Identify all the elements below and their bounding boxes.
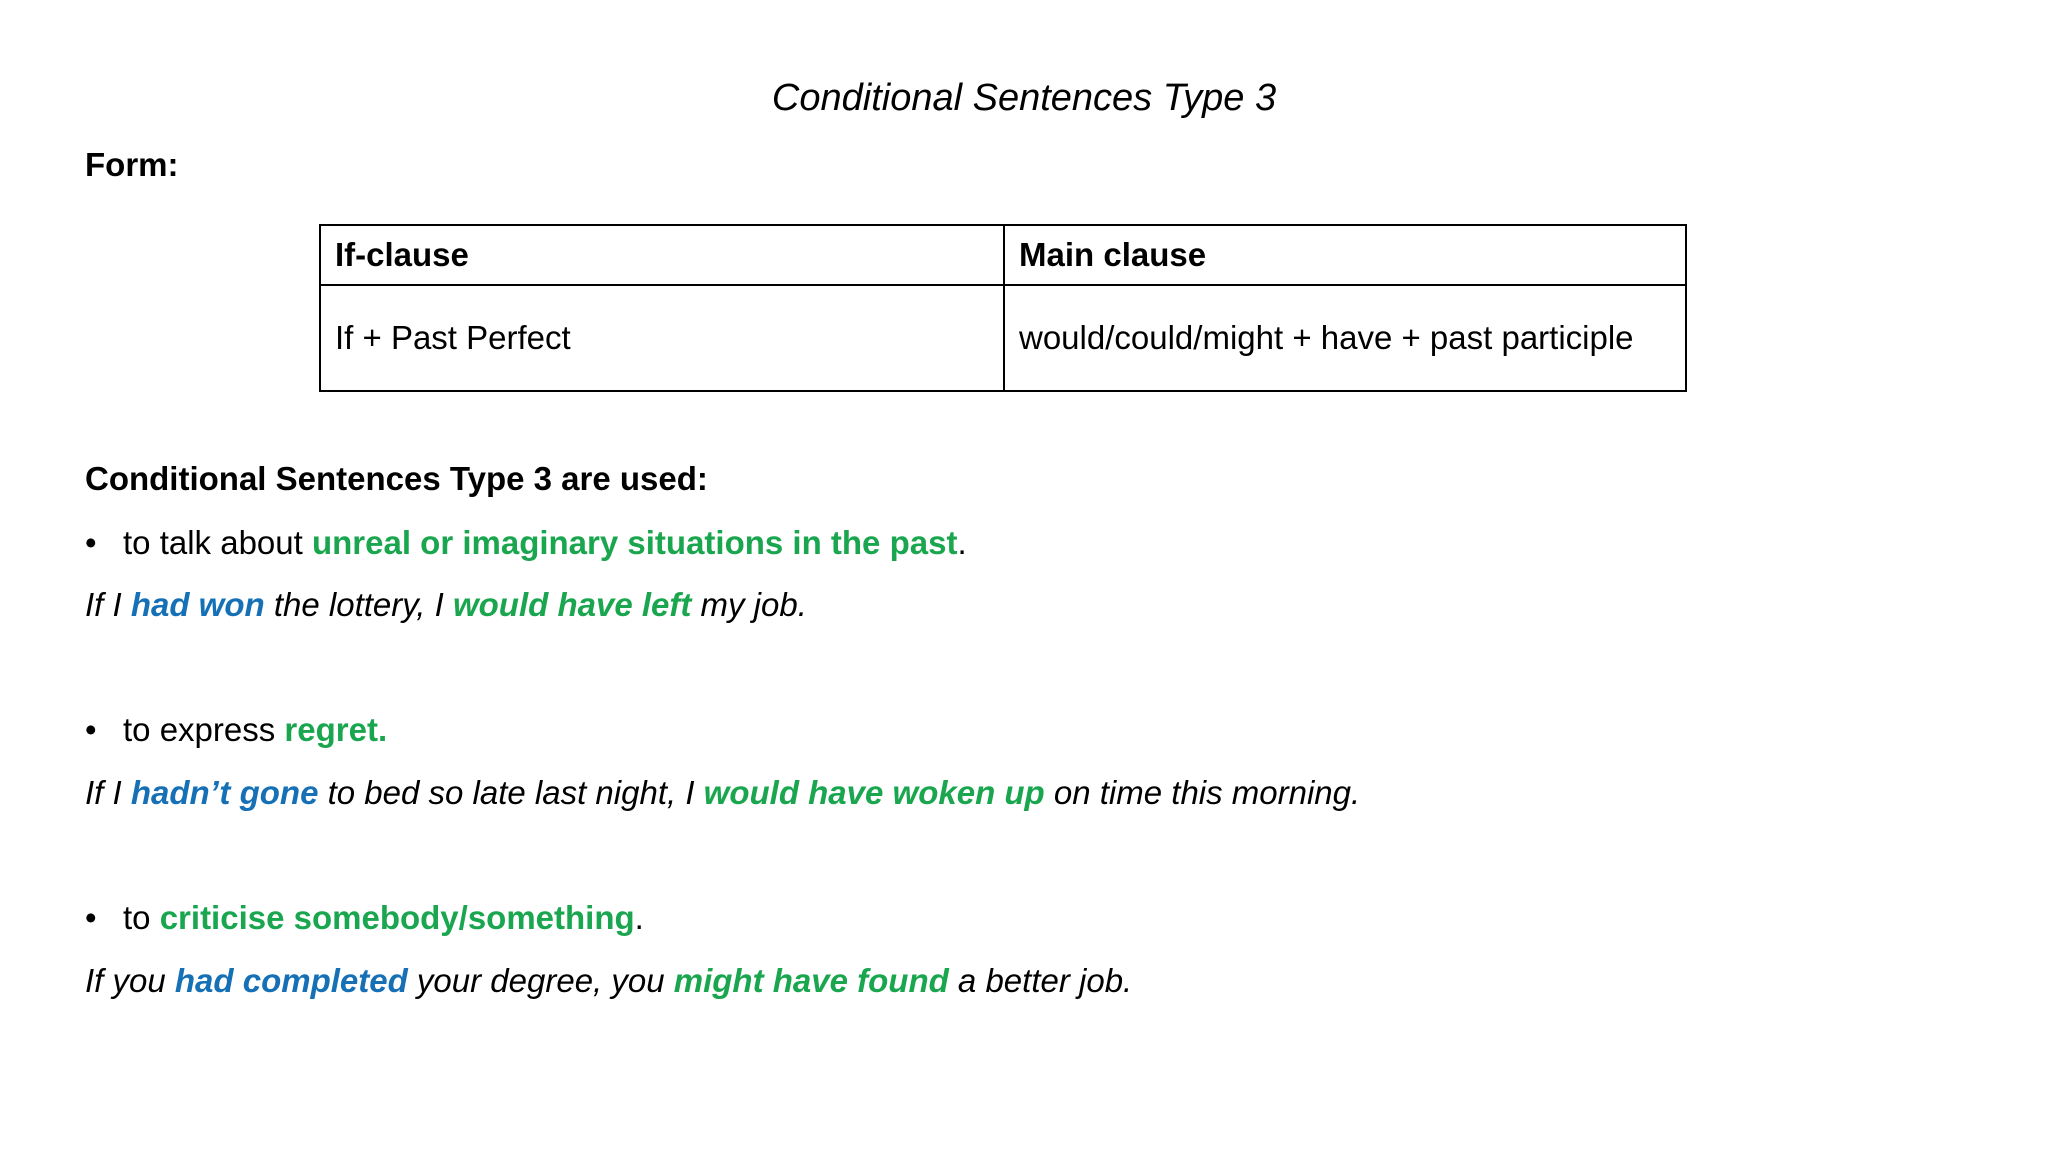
table-header-row <box>320 225 1686 285</box>
bullet-text: to <box>123 899 160 936</box>
example-if-verb: hadn’t gone <box>130 774 319 811</box>
use-bullet-regret <box>85 706 387 754</box>
example-text: my job. <box>691 586 807 623</box>
bullet-suffix: . <box>957 524 967 561</box>
form-table <box>319 224 1687 392</box>
bullet-text: to talk about <box>123 524 312 561</box>
slide-title: Conditional Sentences Type 3 <box>771 77 1277 119</box>
example-main-verb: would have woken up <box>703 774 1045 811</box>
table-header-if-clause: If-clause <box>320 225 1004 285</box>
example-text: If I <box>85 586 131 623</box>
example-text: If you <box>85 962 175 999</box>
uses-heading: Conditional Sentences Type 3 are used: <box>85 460 708 497</box>
example-text: If I <box>85 774 131 811</box>
bullet-icon: • <box>85 899 97 936</box>
bullet-highlight: unreal or imaginary situations in the past <box>311 524 958 561</box>
example-sentence-lottery <box>85 581 807 629</box>
example-text: your degree, you <box>407 962 674 999</box>
example-main-verb: might have found <box>673 962 949 999</box>
bullet-icon: • <box>85 524 97 561</box>
bullet-suffix: . <box>634 899 644 936</box>
table-header-main-clause: Main clause <box>1004 225 1686 285</box>
example-text: on time this morning. <box>1044 774 1361 811</box>
bullet-text: to express <box>123 711 285 748</box>
use-bullet-unreal-past <box>85 519 967 567</box>
example-if-verb: had completed <box>174 962 408 999</box>
use-bullet-criticise <box>85 894 644 942</box>
form-label: Form: <box>85 146 179 183</box>
bullet-icon: • <box>85 711 97 748</box>
example-text: the lottery, I <box>264 586 453 623</box>
table-cell-if-clause: If + Past Perfect <box>320 285 1004 391</box>
example-text: to bed so late last night, I <box>318 774 704 811</box>
bullet-highlight: criticise somebody/something <box>159 899 635 936</box>
table-row <box>320 285 1686 391</box>
example-sentence-bed <box>85 769 1360 817</box>
bullet-highlight: regret. <box>284 711 388 748</box>
example-sentence-degree <box>85 957 1132 1005</box>
example-text: a better job. <box>948 962 1133 999</box>
example-main-verb: would have left <box>452 586 692 623</box>
table-cell-main-clause: would/could/might + have + past participle <box>1004 285 1686 391</box>
example-if-verb: had won <box>130 586 265 623</box>
